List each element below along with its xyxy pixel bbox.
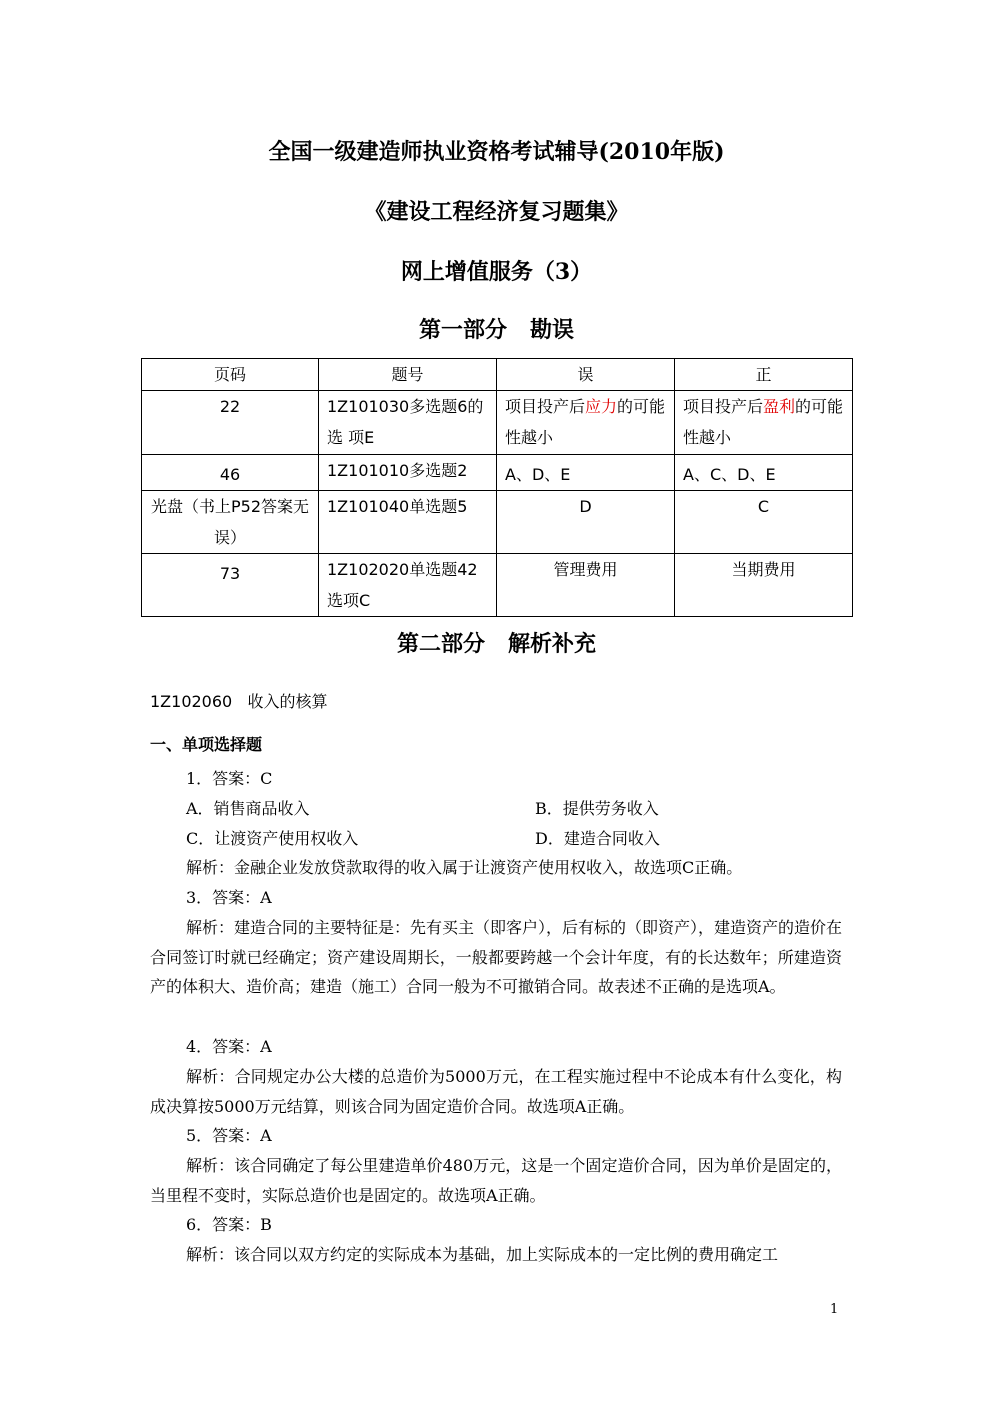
right-text-post: 的可能性越小 <box>683 397 844 447</box>
table-row <box>142 491 853 554</box>
q3-answer: 3．答案：A <box>186 888 272 907</box>
q4-analysis: 解析：合同规定办公大楼的总造价为5000万元，在工程实施过程中不论成本有什么变化，构成决算按5000万元结算，则该合同为固定造价合同。故选项A正确。 <box>150 1067 842 1116</box>
cell-right: 当期费用 <box>675 554 853 617</box>
cell-wrong <box>497 391 675 455</box>
q1-option-b: B．提供劳务收入 <box>535 799 659 818</box>
wrong-text-pre: 项目投产后 <box>505 397 586 416</box>
table-row <box>142 554 853 617</box>
q1-option-c: C．让渡资产使用权收入 <box>186 829 359 848</box>
errata-table <box>141 358 853 617</box>
table-row <box>142 455 853 491</box>
cell-wrong: 管理费用 <box>497 554 675 617</box>
q4-answer: 4．答案：A <box>186 1037 272 1056</box>
cell-question: 1Z101040单选题5 <box>319 491 497 554</box>
cell-question: 1Z101010多选题2 <box>319 455 497 491</box>
page-number: 1 <box>830 1302 839 1317</box>
document-title: 全国一级建造师执业资格考试辅导(2010年版) <box>268 139 725 165</box>
wrong-highlight: 应力 <box>585 397 618 416</box>
q1-analysis: 解析：金融企业发放贷款取得的收入属于让渡资产使用权收入，故选项C正确。 <box>186 858 743 877</box>
cell-right: C <box>675 491 853 554</box>
q1-option-d: D．建造合同收入 <box>535 829 660 848</box>
cell-right <box>675 391 853 455</box>
q6-answer: 6．答案：B <box>186 1215 272 1234</box>
cell-question: 1Z101030多选题6的选 项E <box>319 391 497 455</box>
header-page: 页码 <box>142 359 319 391</box>
q1-answer: 1．答案：C <box>186 769 273 788</box>
cell-page: 46 <box>142 455 319 491</box>
right-text-pre: 项目投产后 <box>683 397 764 416</box>
wrong-text-post: 的可能性越小 <box>505 397 666 447</box>
cell-page: 73 <box>142 554 319 617</box>
book-title: 《建设工程经济复习题集》 <box>364 199 629 225</box>
cell-wrong: D <box>497 491 675 554</box>
cell-question: 1Z102020单选题42选项C <box>319 554 497 617</box>
cell-page: 22 <box>142 391 319 455</box>
q5-answer: 5．答案：A <box>186 1126 272 1145</box>
section-heading: 1Z102060 收入的核算 <box>150 692 328 711</box>
q1-option-a: A．销售商品收入 <box>186 799 310 818</box>
errata-header-row <box>142 359 853 391</box>
q6-analysis: 解析：该合同以双方约定的实际成本为基础，加上实际成本的一定比例的费用确定工 <box>186 1245 779 1264</box>
q5-analysis: 解析：该合同确定了每公里建造单价480万元，这是一个固定造价合同，因为单价是固定的，当里程不变时，实际总造价也是固定的。故选项A正确。 <box>150 1156 842 1205</box>
header-right: 正 <box>675 359 853 391</box>
header-question: 题号 <box>319 359 497 391</box>
part2-heading: 第二部分 解析补充 <box>397 631 596 657</box>
cell-right: A、C、D、E <box>675 455 853 491</box>
q3-analysis: 解析：建造合同的主要特征是：先有买主（即客户），后有标的（即资产），建造资产的造价在合同签订时就已经确定；资产建设周期长，一般都要跨越一个会计年度，有的长达数年；所建造资产的体积大、造价高；建造（施工）合同一般为不可撤销合同。故表述不正确的是选项A。 <box>150 918 843 997</box>
header-wrong: 误 <box>497 359 675 391</box>
service-title: 网上增值服务（3） <box>400 259 593 285</box>
cell-page: 光盘（书上P52答案无误） <box>142 491 319 554</box>
question-type-heading: 一、单项选择题 <box>150 735 263 754</box>
part1-heading: 第一部分 勘误 <box>419 317 574 343</box>
cell-wrong: A、D、E <box>497 455 675 491</box>
table-row <box>142 391 853 455</box>
right-highlight: 盈利 <box>763 397 796 416</box>
